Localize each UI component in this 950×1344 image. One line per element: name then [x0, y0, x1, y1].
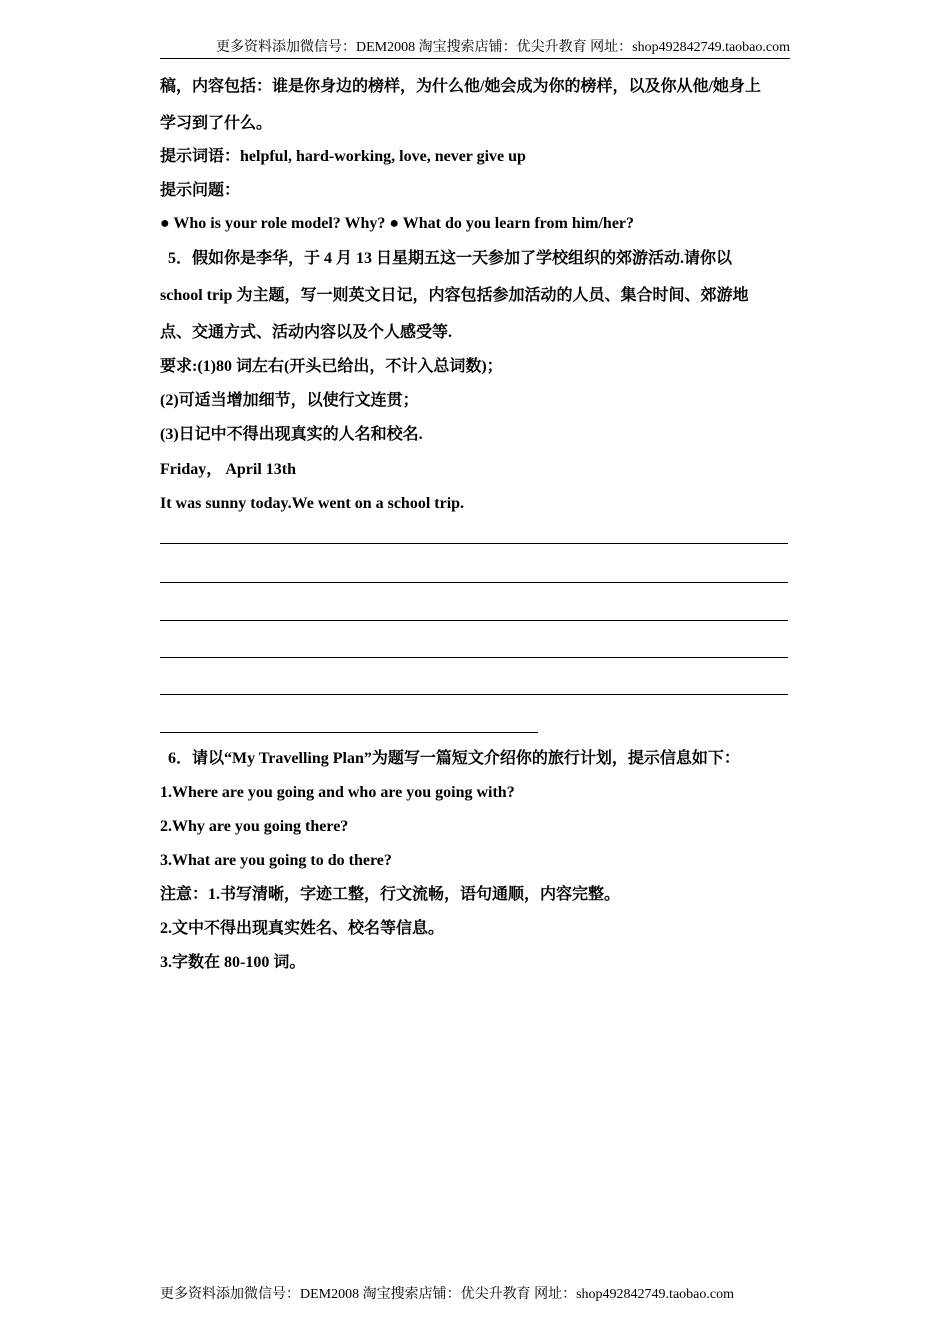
- answer-line: [160, 620, 788, 621]
- task5-requirement-3: (3)日记中不得出现真实的人名和校名.: [160, 426, 423, 443]
- task4-questions: ● Who is your role model? Why? ● What do you learn from him/her?: [160, 215, 635, 232]
- task6-question-2: 2.Why are you going there?: [160, 818, 349, 835]
- task6-question-3: 3.What are you going to do there?: [160, 852, 392, 869]
- task6-note-2: 2.文中不得出现真实姓名、校名等信息。: [160, 920, 445, 937]
- task4-line2: 学习到了什么。: [160, 115, 273, 132]
- task4-hint-words: 提示词语：helpful, hard-working, love, never give up: [160, 148, 526, 165]
- task5-line2: school trip 为主题，写一则英文日记，内容包括参加活动的人员、集合时间、郊游地: [160, 287, 749, 304]
- answer-line: [160, 582, 788, 583]
- answer-line: [160, 543, 788, 544]
- page-footer: 更多资料添加微信号：DEM2008 淘宝搜索店铺：优尖升教育 网址：shop492842749.taobao.com: [160, 1287, 734, 1302]
- task6-line1: 6．请以“My Travelling Plan”为题写一篇短文介绍你的旅行计划，提示信息如下：: [168, 750, 740, 767]
- answer-line: [160, 732, 538, 733]
- task6-question-1: 1.Where are you going and who are you going with?: [160, 784, 515, 801]
- task6-note-3: 3.字数在 80-100 词。: [160, 954, 306, 971]
- task5-requirement-2: (2)可适当增加细节，以使行文连贯；: [160, 392, 419, 409]
- task4-hint-questions-label: 提示问题：: [160, 182, 241, 199]
- task5-diary-date: Friday， April 13th: [160, 461, 297, 478]
- task5-line1: 5．假如你是李华，于 4 月 13 日星期五这一天参加了学校组织的郊游活动.请你以: [168, 250, 733, 267]
- answer-line: [160, 694, 788, 695]
- task6-note-1: 注意：1.书写清晰，字迹工整，行文流畅，语句通顺，内容完整。: [160, 886, 621, 903]
- answer-line: [160, 657, 788, 658]
- page-header: 更多资料添加微信号：DEM2008 淘宝搜索店铺：优尖升教育 网址：shop492842749.taobao.com: [160, 38, 790, 59]
- task5-diary-opening: It was sunny today.We went on a school trip.: [160, 495, 465, 512]
- task5-line3: 点、交通方式、活动内容以及个人感受等.: [160, 324, 453, 341]
- task4-line1: 稿，内容包括：谁是你身边的榜样，为什么他/她会成为你的榜样，以及你从他/她身上: [160, 78, 761, 95]
- task5-requirement-1: 要求:(1)80 词左右(开头已给出，不计入总词数)；: [160, 358, 503, 375]
